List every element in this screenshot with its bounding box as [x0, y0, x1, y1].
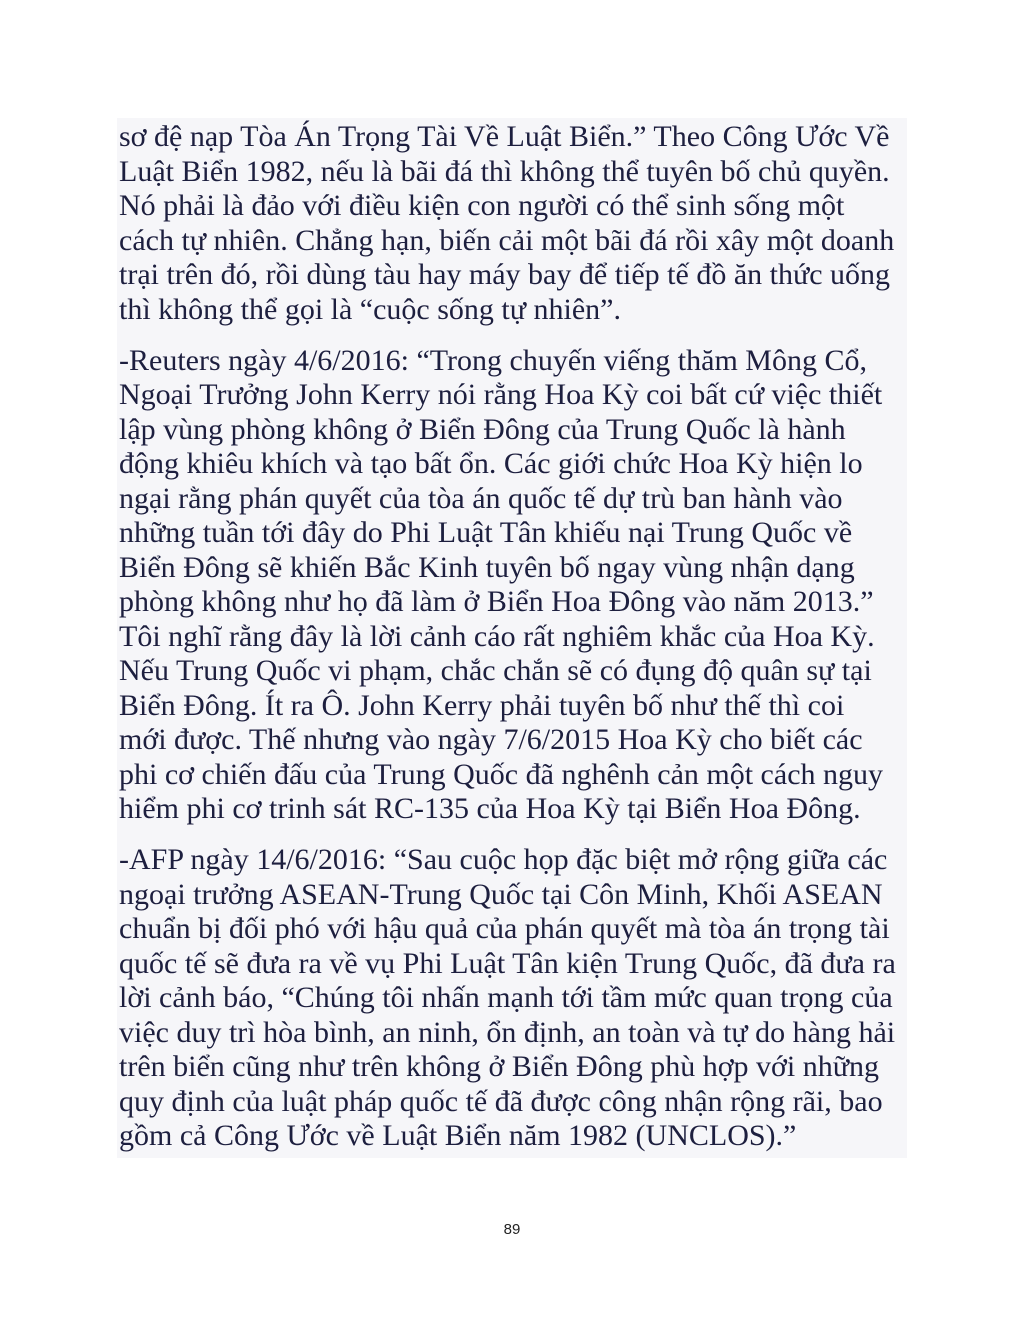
- text-line: Biển Đông sẽ khiến Bắc Kinh tuyên bố ngay vùng nhận dạng: [119, 550, 855, 584]
- text-line: hiểm phi cơ trinh sát RC-135 của Hoa Kỳ tại Biển Hoa Đông.: [119, 792, 861, 825]
- text-line: phòng không như họ đã làm ở Biển Hoa Đông vào năm 2013.”: [119, 585, 874, 618]
- text-line: quy định của luật pháp quốc tế đã được công nhận rộng rãi, bao: [119, 1084, 883, 1118]
- text-line: lời cảnh báo, “Chúng tôi nhấn mạnh tới tầm mức quan trọng của: [119, 981, 893, 1014]
- text-line: ngoại trưởng ASEAN-Trung Quốc tại Côn Minh, Khối ASEAN: [119, 877, 883, 911]
- text-line: -AFP ngày 14/6/2016: “Sau cuộc họp đặc biệt mở rộng giữa các: [119, 843, 888, 876]
- text-line: sơ đệ nạp Tòa Án Trọng Tài Về Luật Biển.” Theo Công Ước Về: [119, 120, 890, 153]
- text-line: trại trên đó, rồi dùng tàu hay máy bay để tiếp tế đồ ăn thức uống: [119, 258, 891, 291]
- text-line: trên biển cũng như trên không ở Biển Đông phù hợp với những: [119, 1050, 880, 1083]
- text-line: Tôi nghĩ rằng đây là lời cảnh cáo rất nghiêm khắc của Hoa Kỳ.: [119, 619, 875, 653]
- text-line: động khiêu khích và tạo bất ổn. Các giới chức Hoa Kỳ hiện lo: [119, 447, 863, 480]
- paragraph-3: [119, 843, 909, 1154]
- text-line: ngại rằng phán quyết của tòa án quốc tế dự trù ban hành vào: [119, 481, 843, 515]
- text-line: thì không thể gọi là “cuộc sống tự nhiên”.: [119, 292, 621, 326]
- page-number: 89: [503, 1221, 521, 1238]
- text-line: Biển Đông. Ít ra Ô. John Kerry phải tuyên bố như thế thì coi: [119, 688, 845, 722]
- text-line: những tuần tới đây do Phi Luật Tân khiếu nại Trung Quốc về: [119, 516, 853, 549]
- text-line: chuẩn bị đối phó với hậu quả của phán quyết mà tòa án trọng tài: [119, 912, 890, 945]
- text-line: cách tự nhiên. Chẳng hạn, biến cải một bãi đá rồi xây một doanh: [119, 223, 895, 257]
- body-text: [119, 120, 909, 1154]
- text-line: việc duy trì hòa bình, an ninh, ổn định, an toàn và tự do hàng hải: [119, 1015, 896, 1049]
- paragraph-1: [119, 120, 909, 327]
- text-line: quốc tế sẽ đưa ra về vụ Phi Luật Tân kiện Trung Quốc, đã đưa ra: [119, 946, 896, 980]
- text-line: phi cơ chiến đấu của Trung Quốc đã nghênh cản một cách nguy: [119, 757, 884, 791]
- text-line: Ngoại Trưởng John Kerry nói rằng Hoa Kỳ coi bất cứ việc thiết: [119, 378, 883, 411]
- text-line: mới được. Thế nhưng vào ngày 7/6/2015 Hoa Kỳ cho biết các: [119, 723, 863, 756]
- text-line: Nó phải là đảo với điều kiện con người có thể sinh sống một: [119, 189, 845, 222]
- text-line: Nếu Trung Quốc vi phạm, chắc chắn sẽ có đụng độ quân sự tại: [119, 654, 872, 687]
- text-line: gồm cả Công Ước về Luật Biển năm 1982 (UNCLOS).”: [119, 1119, 797, 1152]
- paragraph-2: [119, 344, 909, 827]
- text-line: -Reuters ngày 4/6/2016: “Trong chuyến viếng thăm Mông Cổ,: [119, 343, 867, 377]
- text-line: lập vùng phòng không ở Biển Đông của Trung Quốc là hành: [119, 412, 846, 446]
- text-line: Luật Biển 1982, nếu là bãi đá thì không thể tuyên bố chủ quyền.: [119, 154, 890, 188]
